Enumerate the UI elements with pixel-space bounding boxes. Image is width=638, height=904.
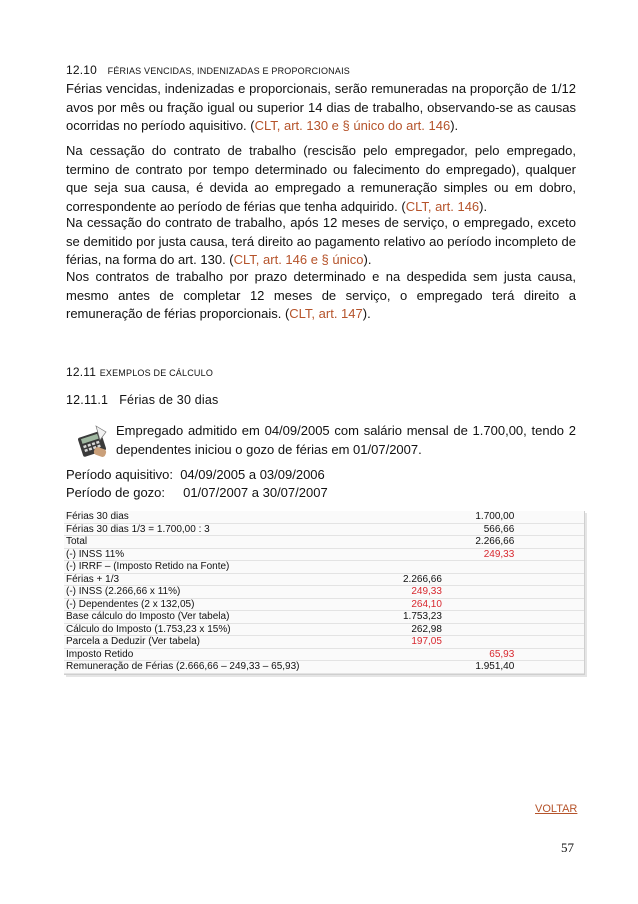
- page-number: 57: [561, 840, 574, 855]
- voltar-label: VOLTAR: [535, 803, 578, 815]
- row-total-value: [444, 623, 516, 636]
- row-total-value: [444, 573, 516, 586]
- paragraph-end: ).: [363, 252, 372, 267]
- paragraph-4: [66, 268, 576, 324]
- period-label: Período aquisitivo:: [66, 467, 173, 482]
- row-label: Base cálculo do Imposto (Ver tabela): [66, 611, 230, 622]
- row-label: Cálculo do Imposto (1.753,23 x 15%): [66, 623, 231, 635]
- row-partial-value: [354, 523, 444, 536]
- row-total-value: [444, 611, 516, 624]
- row-partial-value: 1.753,23: [402, 611, 442, 622]
- section-number: 12.11: [66, 365, 97, 379]
- table-row: [64, 648, 584, 661]
- clt-link[interactable]: CLT, art. 146: [405, 198, 480, 214]
- row-total-value: 2.266,66: [475, 536, 515, 547]
- row-label: Parcela a Deduzir (Ver tabela): [66, 636, 200, 647]
- table-row: [64, 561, 584, 574]
- row-label: Imposto Retido: [66, 648, 134, 660]
- row-spacer: [516, 523, 584, 536]
- table-row: [64, 586, 584, 599]
- calculator-icon: [76, 424, 110, 458]
- period-value: 04/09/2005 a 03/09/2006: [180, 467, 325, 482]
- paragraph-text: Na cessação do contrato de trabalho, após 12 meses de serviço, o empregado, exceto se demitido por justa causa, terá direito ao pagamento relativo ao período incompleto de férias, na forma do art. 130. (: [66, 215, 576, 267]
- row-partial-value: [354, 536, 444, 549]
- row-spacer: [516, 611, 584, 624]
- row-partial-value: 264,10: [411, 598, 442, 610]
- row-spacer: [516, 623, 584, 636]
- row-label: (-) INSS (2.266,66 x 11%): [66, 586, 181, 597]
- section-heading-12-11: [66, 365, 213, 379]
- subsection-heading: [66, 393, 219, 407]
- row-total-value: 65,93: [489, 648, 515, 660]
- row-total-value: [444, 598, 516, 611]
- table-row: [64, 661, 584, 674]
- calculation-table: [64, 511, 585, 675]
- paragraph-text: Na cessação do contrato de trabalho (rescisão pelo empregador, pelo empregado, termino de contrato por tempo determinado ou falecimento do empregado), qualquer que seja sua causa, é devida ao empregado a remuneração simples ou em dobro, correspondente ao período de férias que tenha adquirido. (: [66, 143, 576, 214]
- row-label: Férias + 1/3: [66, 573, 120, 585]
- row-total-value: [444, 636, 516, 649]
- row-spacer: [516, 586, 584, 599]
- row-total-value: 249,33: [483, 548, 515, 560]
- row-partial-value: 2.266,66: [402, 573, 442, 585]
- paragraph-end: ).: [362, 306, 371, 321]
- row-spacer: [516, 536, 584, 549]
- period-gozo: [66, 484, 328, 502]
- paragraph-2: [66, 142, 576, 216]
- section-heading-12-10: [66, 63, 350, 77]
- row-partial-value: [354, 661, 444, 674]
- row-partial-value: 249,33: [411, 586, 442, 597]
- row-partial-value: [354, 561, 444, 574]
- row-total-value: [444, 561, 516, 574]
- subsection-title: Férias de 30 dias: [119, 393, 219, 407]
- row-label: (-) IRRF – (Imposto Retido na Fonte): [66, 561, 230, 572]
- table-row: [64, 536, 584, 549]
- paragraph-end: ).: [479, 198, 488, 214]
- row-spacer: [516, 648, 584, 661]
- row-label: (-) Dependentes (2 x 132,05): [66, 598, 195, 610]
- row-total-value: 1.700,00: [475, 511, 515, 522]
- period-aquisitivo: [66, 466, 325, 484]
- row-spacer: [516, 573, 584, 586]
- row-total-value: 566,66: [483, 523, 515, 535]
- paragraph-text: Nos contratos de trabalho por prazo determinado e na despedida sem justa causa, mesmo antes de completar 12 meses de serviço, o empregado terá direito a remuneração de férias proporcionais. (: [66, 269, 576, 321]
- row-label: Remuneração de Férias (2.666,66 – 249,33 – 65,93): [66, 661, 300, 672]
- row-label: (-) INSS 11%: [66, 548, 125, 560]
- section-title: EXEMPLOS DE CÁLCULO: [99, 368, 214, 378]
- voltar-link[interactable]: [535, 803, 577, 815]
- row-spacer: [516, 511, 584, 523]
- row-spacer: [516, 598, 584, 611]
- clt-link[interactable]: CLT, art. 130 e § único do art. 146: [254, 118, 451, 133]
- table-row: [64, 511, 584, 523]
- paragraph-1: [66, 80, 576, 136]
- row-spacer: [516, 661, 584, 674]
- table-row: [64, 611, 584, 624]
- row-partial-value: [354, 648, 444, 661]
- row-total-value: 1.951,40: [475, 661, 515, 672]
- subsection-number: 12.11.1: [66, 393, 109, 407]
- period-label: Período de gozo:: [66, 485, 166, 500]
- section-number: 12.10: [66, 63, 98, 77]
- clt-link[interactable]: CLT, art. 146 e § único: [233, 252, 364, 267]
- paragraph-text: Férias vencidas, indenizadas e proporcionais, serão remuneradas na proporção de 1/12 avos por mês ou fração igual ou superior 14 dias de trabalho, observando-se as causas ocorridas no período aquisitivo. (: [66, 81, 576, 133]
- table-row: [64, 523, 584, 536]
- paragraph-3: [66, 214, 576, 270]
- example-text: Empregado admitido em 04/09/2005 com salário mensal de 1.700,00, tendo 2 dependentes iniciou o gozo de férias em 01/07/2007.: [116, 423, 576, 457]
- table-row: [64, 548, 584, 561]
- table-row: [64, 623, 584, 636]
- row-label: Total: [66, 536, 88, 547]
- row-partial-value: 197,05: [411, 636, 442, 647]
- row-spacer: [516, 561, 584, 574]
- table-row: [64, 636, 584, 649]
- row-partial-value: [354, 548, 444, 561]
- section-title: FÉRIAS VENCIDAS, INDENIZADAS E PROPORCIONAIS: [107, 66, 350, 76]
- table-row: [64, 598, 584, 611]
- clt-link[interactable]: CLT, art. 147: [289, 306, 363, 321]
- row-label: Férias 30 dias: [66, 511, 129, 522]
- row-spacer: [516, 548, 584, 561]
- row-partial-value: [354, 511, 444, 523]
- table-row: [64, 573, 584, 586]
- row-partial-value: 262,98: [411, 623, 442, 635]
- paragraph-end: ).: [450, 118, 459, 133]
- row-total-value: [444, 586, 516, 599]
- row-spacer: [516, 636, 584, 649]
- row-label: Férias 30 dias 1/3 = 1.700,00 : 3: [66, 523, 210, 535]
- period-value: 01/07/2007 a 30/07/2007: [183, 485, 328, 500]
